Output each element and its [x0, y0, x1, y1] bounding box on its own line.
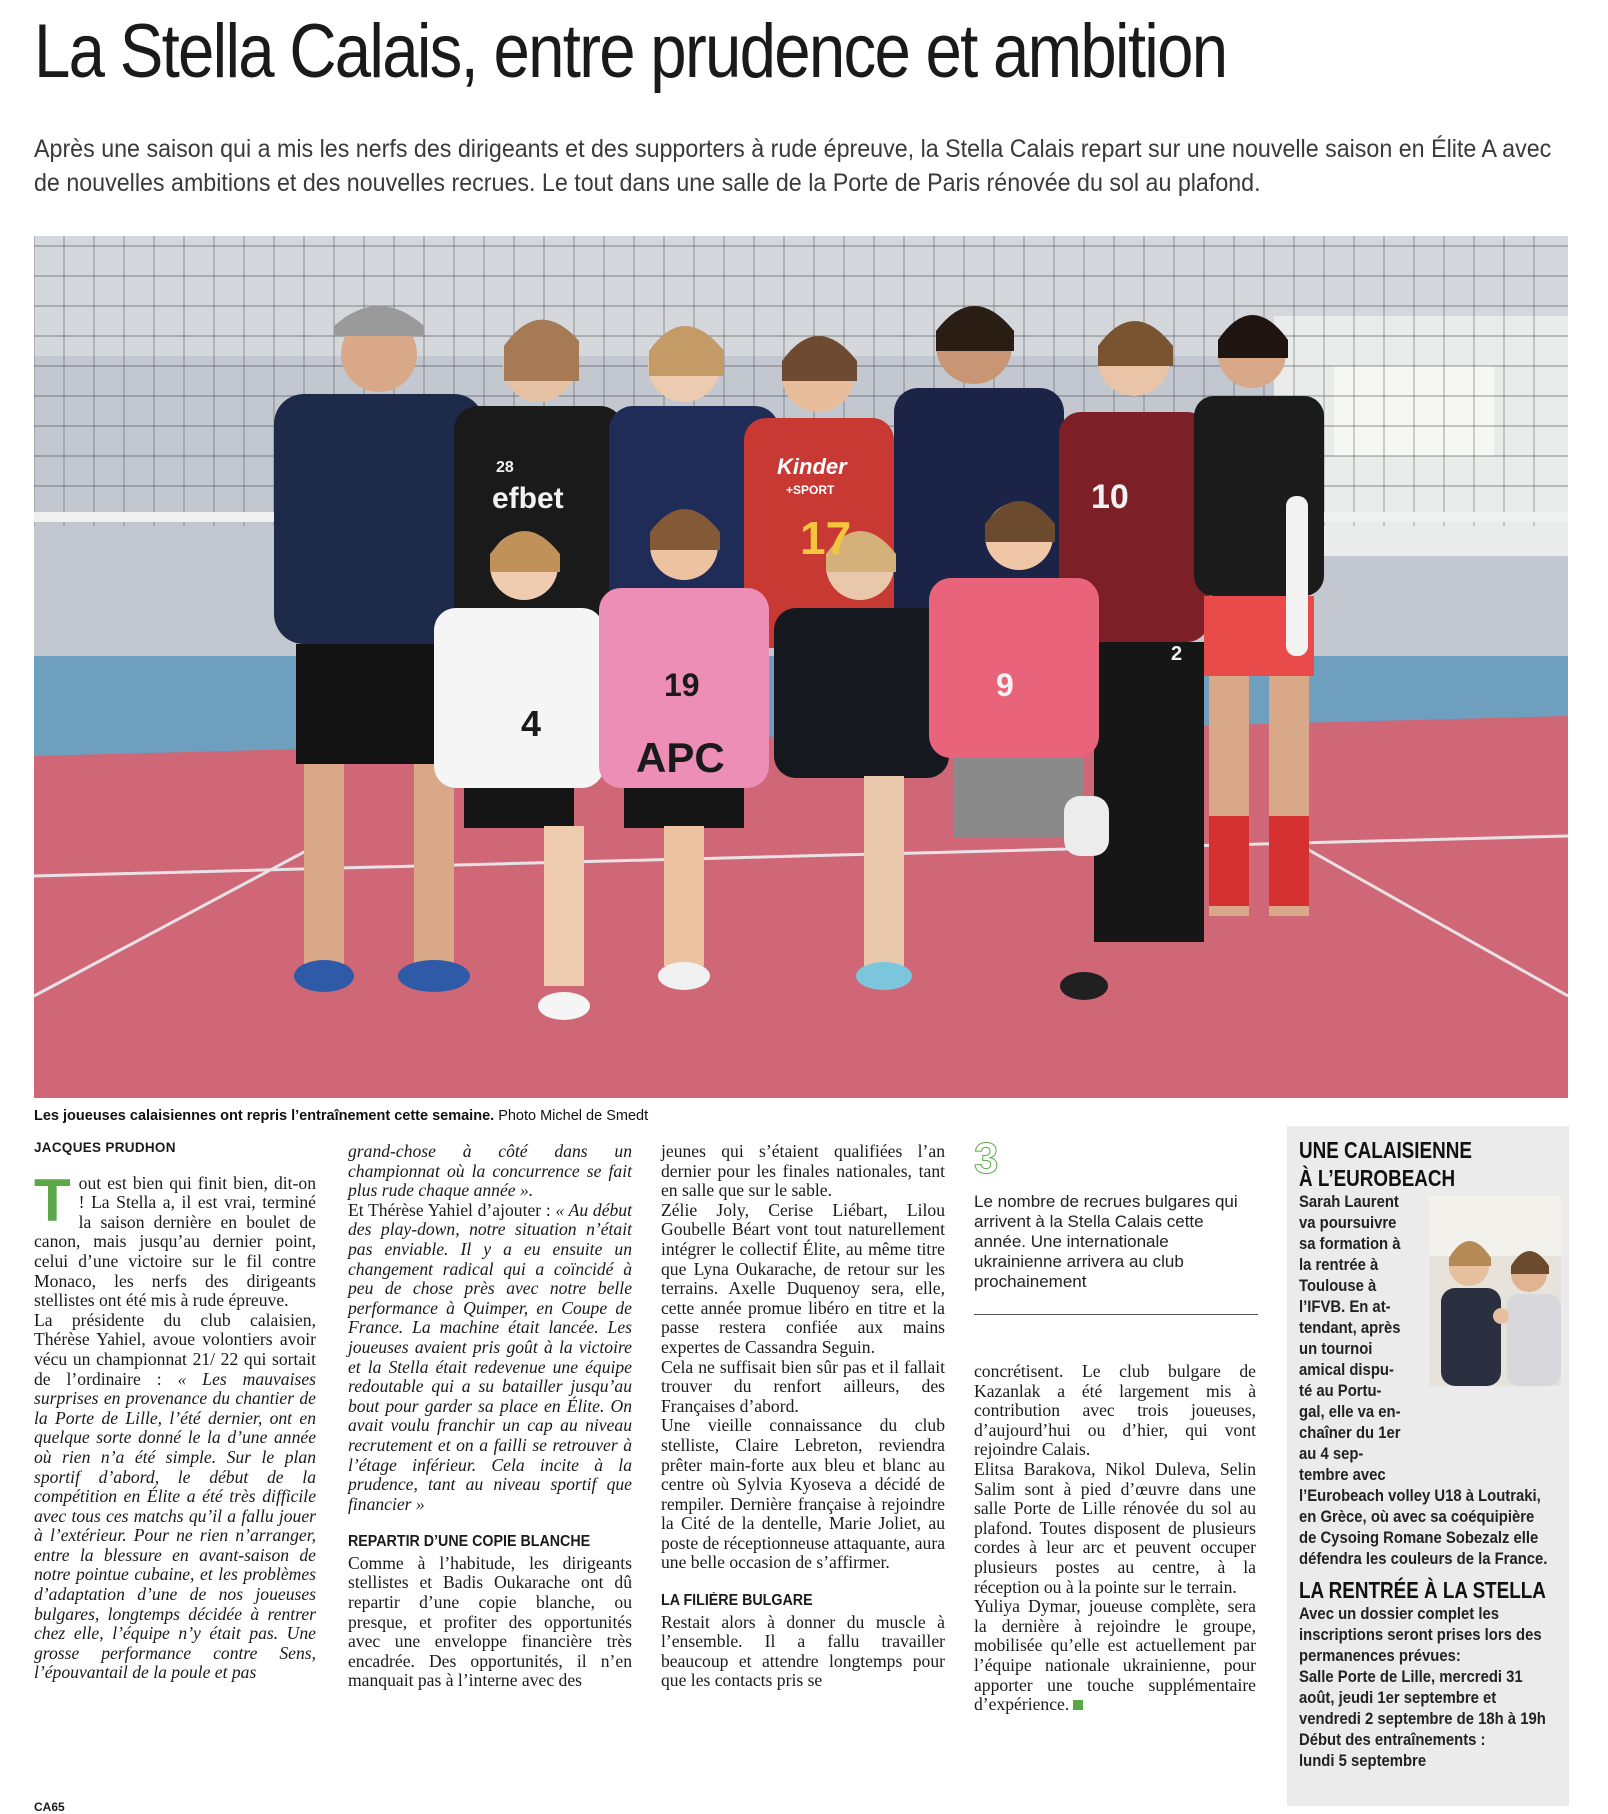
dropcap: T [34, 1166, 71, 1234]
jersey-number: 10 [1091, 478, 1129, 516]
jersey-number: 19 [664, 667, 700, 703]
sidebar-text [1299, 1730, 1556, 1772]
sidebar-line: amical dispu- [1299, 1361, 1394, 1379]
sidebar-title: À L’EUROBEACH [1299, 1165, 1456, 1191]
team-photo-illustration [34, 236, 1568, 1098]
quote: « Les mauvaises surprises en provenance du chantier de la Porte de Lille, l’été dernier, ont en quelque sorte donné le la d’une année où rien n’a été simple. Sur le plan sportif d’abord, le début de la compétition en Élite a été très difficile avec tous ces matchs qu’il a fallu jouer à l’extérieur. Pour ne rien n’arranger, entre la blessure en avant-saison de notre pointue cubaine, et les problèmes d’adaptation d’une de nos joueuses bulgares, longtemps décidée à rentrer chez elle, l’équipe n’y était pas. Une grosse performance contre Sens, l’épouvantail de la poule et pas [34, 1368, 316, 1683]
sidebar-line: Sarah Laurent [1299, 1193, 1399, 1211]
paragraph: Elitsa Barakova, Nikol Duleva, Selin Salim sont à pied d’œuvre dans une salle Porte de Lille rénovée du sol au plafond. Toutes disposent de plusieurs cordes à leur arc et peuvent occuper plusieurs postes au centre, à la réception ou à la pointe sur le terrain. [974, 1458, 1256, 1597]
sidebar-photo [1429, 1196, 1561, 1386]
sidebar-line: sa formation à [1299, 1235, 1401, 1253]
sidebar-title: LA RENTRÉE À LA STELLA [1299, 1577, 1546, 1603]
sidebar-line: té au Portu- [1299, 1382, 1382, 1400]
photo-credit: Photo Michel de Smedt [498, 1108, 649, 1124]
jersey-number: 17 [800, 512, 852, 564]
paragraph [974, 1597, 1256, 1715]
headline: La Stella Calais, entre prudence et ambition [34, 9, 1227, 94]
stat-text: Le nombre de recrues bulgares qui arrivent à la Stella Calais cette année. Une internationale ukrainienne arrivera au club prochainement [974, 1192, 1238, 1291]
team-photo [34, 236, 1568, 1098]
article-column-2 [348, 1142, 632, 1691]
sidebar-line: tembre avec [1299, 1466, 1386, 1484]
sidebar-line: l’IFVB. En at- [1299, 1298, 1391, 1316]
article-column-4 [974, 1362, 1256, 1715]
end-of-article-icon [1073, 1700, 1083, 1710]
sidebar-text: Avec un dossier complet les inscriptions seront prises lors des permanences prévues: [1299, 1605, 1542, 1665]
paragraph: Zélie Joly, Cerise Liébart, Lilou Goubelle Béart vont tout naturellement intégrer le collectif Élite, au même titre que Lyna Oukarache, de retour sur les terrains. Axelle Duquenoy sera, elle, cette année promue libéro en titre et la passe restera confiée aux mains expertes de Cassandra Seguin. [661, 1199, 945, 1357]
sidebar-line: au 4 sep- [1299, 1445, 1364, 1463]
sidebar-box [1287, 1126, 1569, 1806]
sidebar-line: gal, elle va en- [1299, 1403, 1401, 1421]
article-column-1 [34, 1138, 316, 1683]
paragraph [348, 1201, 632, 1515]
caption-text: Les joueuses calaisiennes ont repris l’entraînement cette semaine. [34, 1108, 495, 1124]
sidebar-line: un tournoi [1299, 1340, 1373, 1358]
paragraph [34, 1311, 316, 1683]
stat-box [974, 1136, 1258, 1315]
paragraph: Comme à l’habitude, les dirigeants stellistes et Badis Oukarache ont dû repartir d’une copie blanche, ou presque, et profiter des opportunités avec une enveloppe financière très encadrée. Des opportunités, il n’en manquait pas à l’interne avec des [348, 1552, 632, 1691]
quote: grand-chose à côté dans un championnat où la concurrence se fait plus rude chaque année ». [348, 1141, 632, 1201]
sidebar-text [1299, 1192, 1443, 1486]
article-column-3 [661, 1142, 945, 1691]
page-code: CA65 [34, 1800, 65, 1814]
paragraph: jeunes qui s’étaient qualifiées l’an dernier pour les finales nationales, tant en salle que sur le sable. [661, 1141, 945, 1201]
jersey-number: 28 [496, 459, 514, 476]
paragraph-text: Yuliya Dymar, joueuse complète, sera la dernière à rejoindre le groupe, mobilisée qu’elle est actuellement par l’équipe nationale ukrainienne, pour apporter une touche supplémentaire d’expérience. [974, 1596, 1256, 1715]
paragraph: Restait alors à donner du muscle à l’ensemble. Il a fallu travailler beaucoup et attendre longtemps pour que les contacts pris se [661, 1611, 945, 1691]
chapo [34, 132, 1564, 200]
photo-caption [34, 1108, 1134, 1124]
sidebar-line: chaîner du 1er [1299, 1424, 1401, 1442]
sidebar-line: lundi 5 septembre [1299, 1752, 1427, 1770]
subheading: REPARTIR D’UNE COPIE BLANCHE [348, 1533, 591, 1551]
byline: JACQUES PRUDHON [34, 1140, 176, 1155]
sidebar-text: Salle Porte de Lille, mercredi 31 août, jeudi 1er septembre et vendredi 2 septembre de 18h à 19h [1299, 1668, 1546, 1728]
paragraph [348, 1142, 632, 1201]
paragraph: concrétisent. Le club bulgare de Kazanlak a été largement mis à contribution avec trois joueuses, d’aujourd’hui ou d’hier, qui vont rejoindre Calais. [974, 1361, 1256, 1460]
paragraph-text: La présidente du club calaisien, Thérèse Yahiel, avoue volontiers avoir vécu un championnat 21/ 22 qui sortait de l’ordinaire : [34, 1309, 316, 1389]
subheading: LA FILIÈRE BULGARE [661, 1592, 813, 1610]
jersey-number: 2 [1171, 643, 1183, 665]
sidebar-text: l’Eurobeach volley U18 à Loutraki, en Grèce, où avec sa coéquipière de Cysoing Romane Sobezalz elle défendra les couleurs de la France. [1299, 1487, 1548, 1568]
stat-number: 3 [974, 1134, 999, 1183]
sidebar-line: tendant, après [1299, 1319, 1401, 1337]
sponsor-logo: efbet [492, 482, 564, 515]
sidebar-line: va poursuivre [1299, 1214, 1397, 1232]
sidebar-line: Toulouse à [1299, 1277, 1377, 1295]
sidebar-line: la rentrée à [1299, 1256, 1379, 1274]
quote: « Au début des play-down, notre situation n’était pas enviable. Il y a eu ensuite un changement radical qui a coïncidé à peu de chose près avec notre belle performance à Quimper, en Coupe de France. La machine était lancée. Les joueuses avaient pris goût à la victoire et la Stella était redevenue une équipe redoutable qui a su batailler jusqu’au bout pour garder sa place en Élite. On avait voulu franchir un cap au niveau recrutement et on a failli se retrouver à l’étage inférieur. Cela incite à la prudence, tant au niveau sportif que financier » [348, 1199, 632, 1514]
paragraph: Une vieille connaissance du club stelliste, Claire Lebreton, reviendra prêter main-forte aux bleu et blanc au centre où Sylvia Kyoseva a décidé de rempiler. Dernière française à rejoindre la Cité de la dentelle, Marie Joliet, au poste de réceptionneuse attaquante, aura une belle occasion de s’affirmer. [661, 1415, 945, 1573]
sidebar-title: UNE CALAISIENNE [1299, 1137, 1472, 1163]
paragraph-text: Et Thérèse Yahiel d’ajouter : [348, 1199, 556, 1220]
sponsor-logo: APC [636, 734, 725, 781]
sponsor-logo: Kinder [777, 454, 847, 479]
sponsor-logo: +SPORT [786, 483, 835, 497]
paragraph: Cela ne suffisait bien sûr pas et il fallait trouver du renfort ailleurs, des Françaises d’abord. [661, 1356, 945, 1416]
jersey-number: 4 [521, 703, 542, 744]
jersey-number: 9 [996, 667, 1014, 703]
sidebar-line: Début des entraînements : [1299, 1731, 1486, 1749]
paragraph [34, 1166, 316, 1311]
divider [974, 1314, 1258, 1315]
chapo-line: de nouvelles ambitions et des nouvelles recrues. Le tout dans une salle de la Porte de Paris rénovée du sol au plafond. [34, 169, 1261, 197]
paragraph-text: out est bien qui finit bien, dit-on ! La Stella a, il est vrai, terminé la saison dernière en boulet de canon, mais jusqu’au dernier point, celui d’une victoire sur le fil contre Monaco, les nerfs des dirigeants stellistes ont été mis à rude épreuve. [34, 1172, 316, 1311]
chapo-line: Après une saison qui a mis les nerfs des dirigeants et des supporters à rude épreuve, la Stella Calais repart sur une nouvelle saison en Élite A avec [34, 135, 1552, 163]
